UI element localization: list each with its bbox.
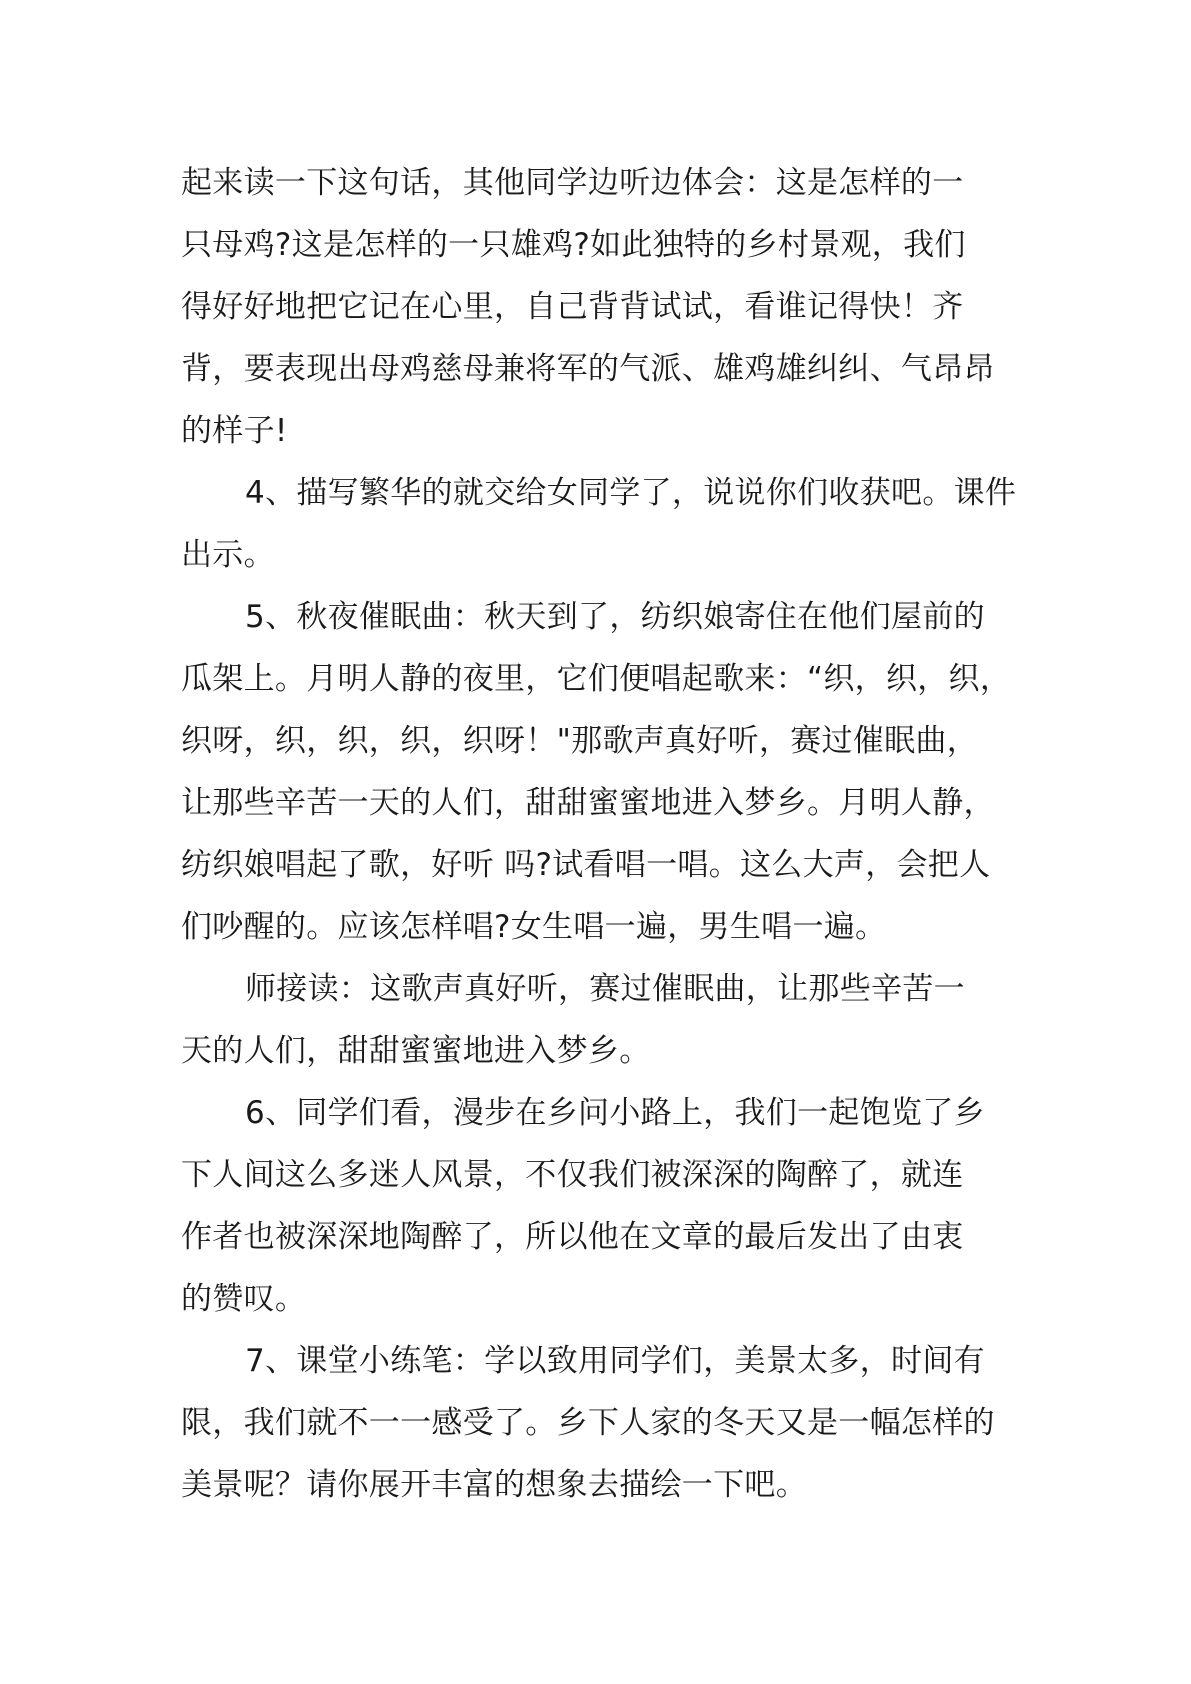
text-line: 美景呢？请你展开丰富的想象去描绘一下吧。 [181, 1467, 807, 1503]
text-line: 纺织娘唱起了歌，好听 吗?试看唱一唱。这么大声，会把人 [181, 847, 991, 883]
text-line: 出示。 [181, 537, 275, 573]
text-line: 5、秋夜催眠曲：秋天到了，纺织娘寄住在他们屋前的 [245, 599, 985, 635]
paragraph-step-5 [181, 586, 1021, 958]
text-line: 6、同学们看，漫步在乡问小路上，我们一起饱览了乡 [245, 1095, 985, 1131]
text-line: 起来读一下这句话，其他同学边听边体会：这是怎样的一 [181, 165, 964, 201]
paragraph-teacher-reading [181, 958, 1021, 1082]
text-line: 背，要表现出母鸡慈母兼将军的气派、雄鸡雄纠纠、气昂昂 [181, 351, 995, 387]
text-line: 下人间这么多迷人风景，不仅我们被深深的陶醉了，就连 [181, 1157, 964, 1193]
text-line: 瓜架上。月明人静的夜里，它们便唱起歌来：“织，织，织， [181, 661, 1012, 697]
text-line: 们吵醒的。应该怎样唱?女生唱一遍，男生唱一遍。 [181, 909, 887, 945]
paragraph-step-7 [181, 1330, 1021, 1516]
paragraph-step-4 [181, 462, 1021, 586]
text-line: 作者也被深深地陶醉了，所以他在文章的最后发出了由衷 [181, 1219, 964, 1255]
text-line: 让那些辛苦一天的人们，甜甜蜜蜜地进入梦乡。月明人静， [181, 785, 995, 821]
paragraph-step-6 [181, 1082, 1021, 1330]
text-line: 织呀，织，织，织，织呀！"那歌声真好听，赛过催眠曲， [181, 723, 979, 759]
text-line: 的赞叹。 [181, 1281, 307, 1317]
text-line: 得好好地把它记在心里，自己背背试试，看谁记得快！齐 [181, 289, 964, 325]
text-line: 7、课堂小练笔：学以致用同学们，美景太多，时间有 [245, 1343, 985, 1379]
text-line: 师接读：这歌声真好听，赛过催眠曲，让那些辛苦一 [245, 971, 965, 1007]
document-page [181, 152, 1021, 1516]
text-line: 只母鸡?这是怎样的一只雄鸡?如此独特的乡村景观，我们 [181, 227, 966, 263]
text-line: 的样子! [181, 413, 288, 449]
text-line: 限，我们就不一一感受了。乡下人家的冬天又是一幅怎样的 [181, 1405, 995, 1441]
text-line: 4、描写繁华的就交给女同学了，说说你们收获吧。课件 [245, 475, 1017, 511]
text-line: 天的人们，甜甜蜜蜜地进入梦乡。 [181, 1033, 651, 1069]
paragraph-recitation [181, 152, 1021, 462]
